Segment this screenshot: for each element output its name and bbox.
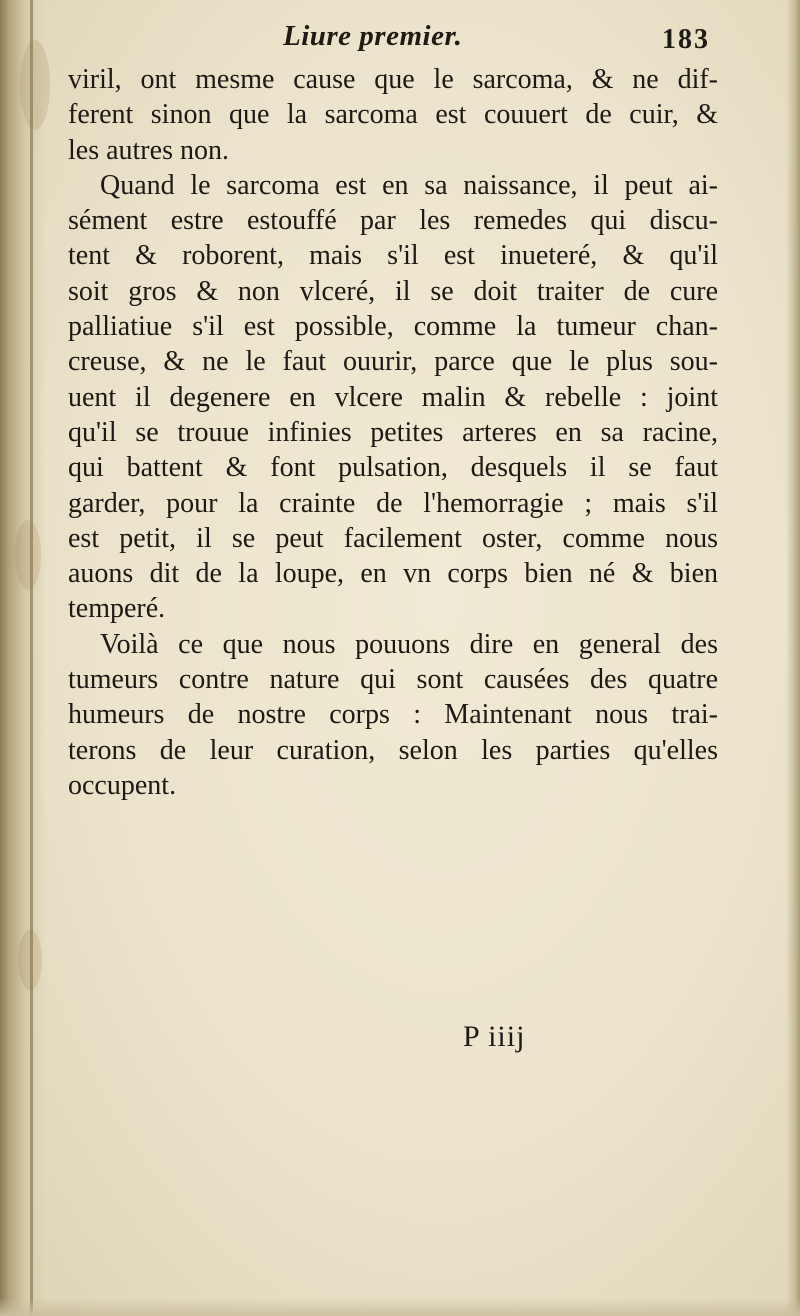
page-bottom-edge (0, 1298, 800, 1316)
running-title: Liure premier. (283, 20, 463, 52)
text-line: tumeurs contre nature qui sont causées des quatre (68, 664, 718, 696)
paragraph-start-line: Quand le sarcoma est en sa naissance, il peut ai- (100, 169, 718, 201)
text-line: palliatiue s'il est possible, comme la tumeur chan- (68, 311, 718, 343)
page-header (0, 14, 800, 54)
body-text (68, 62, 718, 803)
page-right-edge (786, 0, 800, 1316)
text-line: soit gros & non vlceré, il se doit traiter de cure (68, 275, 718, 307)
paper-stain (18, 930, 42, 990)
binding-gutter (0, 0, 46, 1316)
binding-fold-line (30, 0, 33, 1316)
text-line: sément estre estouffé par les remedes qui discu- (68, 205, 718, 237)
text-line: viril, ont mesme cause que le sarcoma, & ne dif- (68, 64, 718, 95)
text-line: uent il degenere en vlcere malin & rebelle : joint (68, 381, 718, 413)
text-line: est petit, il se peut facilement oster, comme nous (68, 522, 718, 554)
paper-stain (15, 520, 41, 590)
page-number: 183 (662, 24, 710, 55)
text-line: qu'il se trouue infinies petites arteres en sa racine, (68, 416, 718, 448)
text-line: terons de leur curation, selon les parties qu'elles (68, 734, 718, 766)
text-line: creuse, & ne le faut ouurir, parce que le plus sou- (68, 346, 718, 378)
paragraph-start-line: Voilà ce que nous pouuons dire en general des (100, 628, 718, 660)
text-line: les autres non. (68, 134, 229, 166)
text-line: humeurs de nostre corps : Maintenant nous trai- (68, 699, 718, 731)
text-line: garder, pour la crainte de l'hemorragie ; mais s'il (68, 487, 718, 519)
text-line: qui battent & font pulsation, desquels il se faut (68, 452, 718, 484)
text-line: ferent sinon que la sarcoma est couuert de cuir, & (68, 99, 718, 131)
signature-mark: P iiij (463, 1020, 526, 1053)
text-line: temperé. (68, 593, 166, 625)
text-line: occupent. (68, 769, 177, 801)
text-line: tent & roborent, mais s'il est inueteré, & qu'il (68, 240, 718, 272)
text-line: auons dit de la loupe, en vn corps bien né & bien (68, 558, 718, 590)
